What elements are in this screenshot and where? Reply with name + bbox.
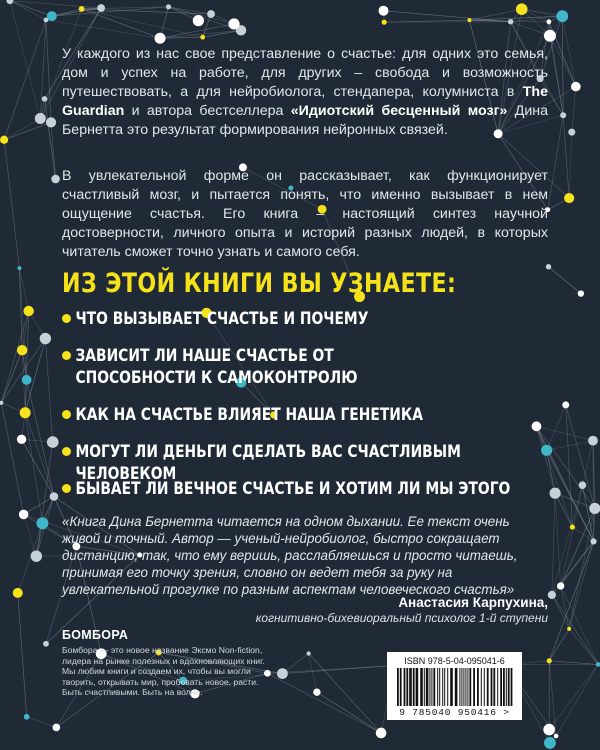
barcode-bar — [437, 668, 438, 706]
barcode-bar — [473, 668, 475, 706]
barcode-bar — [493, 668, 495, 706]
review-author-role: когнитивно-бихевиоральный психолог 1-й ступени — [255, 611, 548, 625]
barcode-bar — [404, 668, 406, 706]
barcode-bar — [431, 668, 432, 706]
barcode-bar — [400, 668, 402, 706]
barcode-bar — [469, 668, 471, 706]
bullet-item-5 — [62, 478, 542, 500]
barcode-bar — [503, 668, 505, 706]
bullet-text-5: БЫВАЕТ ЛИ ВЕЧНОЕ СЧАСТЬЕ И ХОТИМ ЛИ МЫ ЭТОГО — [75, 479, 511, 498]
barcode-bar — [465, 668, 466, 706]
barcode-bar — [491, 668, 493, 706]
barcode-bar — [508, 668, 510, 706]
barcode-bar — [406, 668, 408, 706]
bullet-text-1: ЧТО ВЫЗЫВАЕТ СЧАСТЬЕ И ПОЧЕМУ — [75, 309, 369, 328]
barcode-number: 9 785040 950416 > — [399, 707, 510, 718]
barcode-bar — [433, 668, 435, 706]
barcode-bar — [455, 668, 458, 706]
barcode-bar — [463, 668, 464, 706]
barcode-bar — [487, 668, 489, 706]
barcode-bar — [397, 668, 399, 706]
barcode-bar — [444, 668, 445, 706]
bullet-item-1 — [62, 308, 542, 330]
barcode-bar — [442, 668, 443, 706]
barcode-bar — [426, 668, 429, 706]
barcode-bar — [420, 668, 423, 706]
bullet-item-2 — [62, 345, 542, 389]
barcode — [387, 652, 522, 720]
barcode-bar — [459, 668, 460, 706]
barcode-bar — [481, 668, 482, 706]
barcode-bar — [409, 668, 412, 706]
description-paragraph-1 — [62, 45, 548, 140]
barcode-bar — [450, 668, 453, 706]
barcode-bar — [467, 668, 468, 706]
paragraph-1-guardian: The Guardian — [62, 84, 548, 119]
bullet-text-3: КАК НА СЧАСТЬЕ ВЛИЯЕТ НАША ГЕНЕТИКА — [75, 405, 423, 424]
paragraph-1-book-title: «Идиотский бесценный мозг» — [290, 103, 508, 119]
barcode-bar — [484, 668, 485, 706]
paragraph-1-text-b: и автора бестселлера — [124, 103, 291, 119]
description-paragraph-2: В увлекательной форме он рассказывает, как функционирует счастливый мозг, и пытается понять, что именно вызывает в нем ощущение счастья. Его книга – настоящий синтез научной достоверности, личного опыта и историй разных людей, в которых читатель сможет точно узнать и самого себя. — [62, 168, 548, 260]
review-quote: «Книга Дина Бернетта читается на одном дыхании. Ее текст очень живой и точный. Автор — ученый-нейробиолог, быстро сокращает дистанцию, так, что ему веришь, расслабляешься и просто читаешь, принимая его точку зрения, словно он ведет тебя за руку на увлекательной прогулке по разным аспектам человеческого счастья» — [62, 514, 518, 597]
barcode-bar — [439, 668, 440, 706]
paragraph-1-text-a: У каждого из нас свое представление о счастье: для одних это семья, дом и успех на работе, для других – свобода и возможность путешествовать, а для нейробиолога, стендапера, колумниста в — [62, 46, 548, 100]
bullet-text-4: МОГУТ ЛИ ДЕНЬГИ СДЕЛАТЬ ВАС СЧАСТЛИВЫМ ЧЕЛОВЕКОМ — [75, 442, 461, 483]
review-author: Анастасия Карпухина, — [398, 595, 548, 610]
isbn-label: ISBN 978-5-04-095041-6 — [404, 656, 505, 666]
barcode-bar — [497, 668, 498, 706]
barcode-bar — [511, 668, 513, 706]
barcode-bar — [416, 668, 419, 706]
barcode-bar — [477, 668, 479, 706]
paragraph-1-text-c: Дина Бернетта это результат формирования нейронных связей. — [62, 103, 548, 138]
barcode-bar — [506, 668, 507, 706]
publisher-logo: БОМБОРА — [62, 628, 129, 642]
barcode-bar — [447, 668, 448, 706]
bullet-item-3 — [62, 404, 542, 426]
barcode-bar — [424, 668, 425, 706]
barcode-bar — [429, 668, 430, 706]
barcode-bar — [413, 668, 415, 706]
publisher-description: Бомбора — это новое название Эксмо Non-fiction, лидера на рынке полезных и вдохновляющих книг. Мы любим книги и создаем их, чтобы вы могли творить, открывать мир, пробовать новое, расти. Быть счастливыми. Быть на волне. — [62, 645, 265, 698]
learn-heading: ИЗ ЭТОЙ КНИГИ ВЫ УЗНАЕТЕ: — [62, 268, 457, 299]
bullet-text-2: ЗАВИСИТ ЛИ НАШЕ СЧАСТЬЕ ОТ СПОСОБНОСТИ К САМОКОНТРОЛЮ — [75, 346, 358, 387]
barcode-bars — [395, 668, 514, 706]
barcode-bar — [461, 668, 462, 706]
barcode-bar — [500, 668, 502, 706]
